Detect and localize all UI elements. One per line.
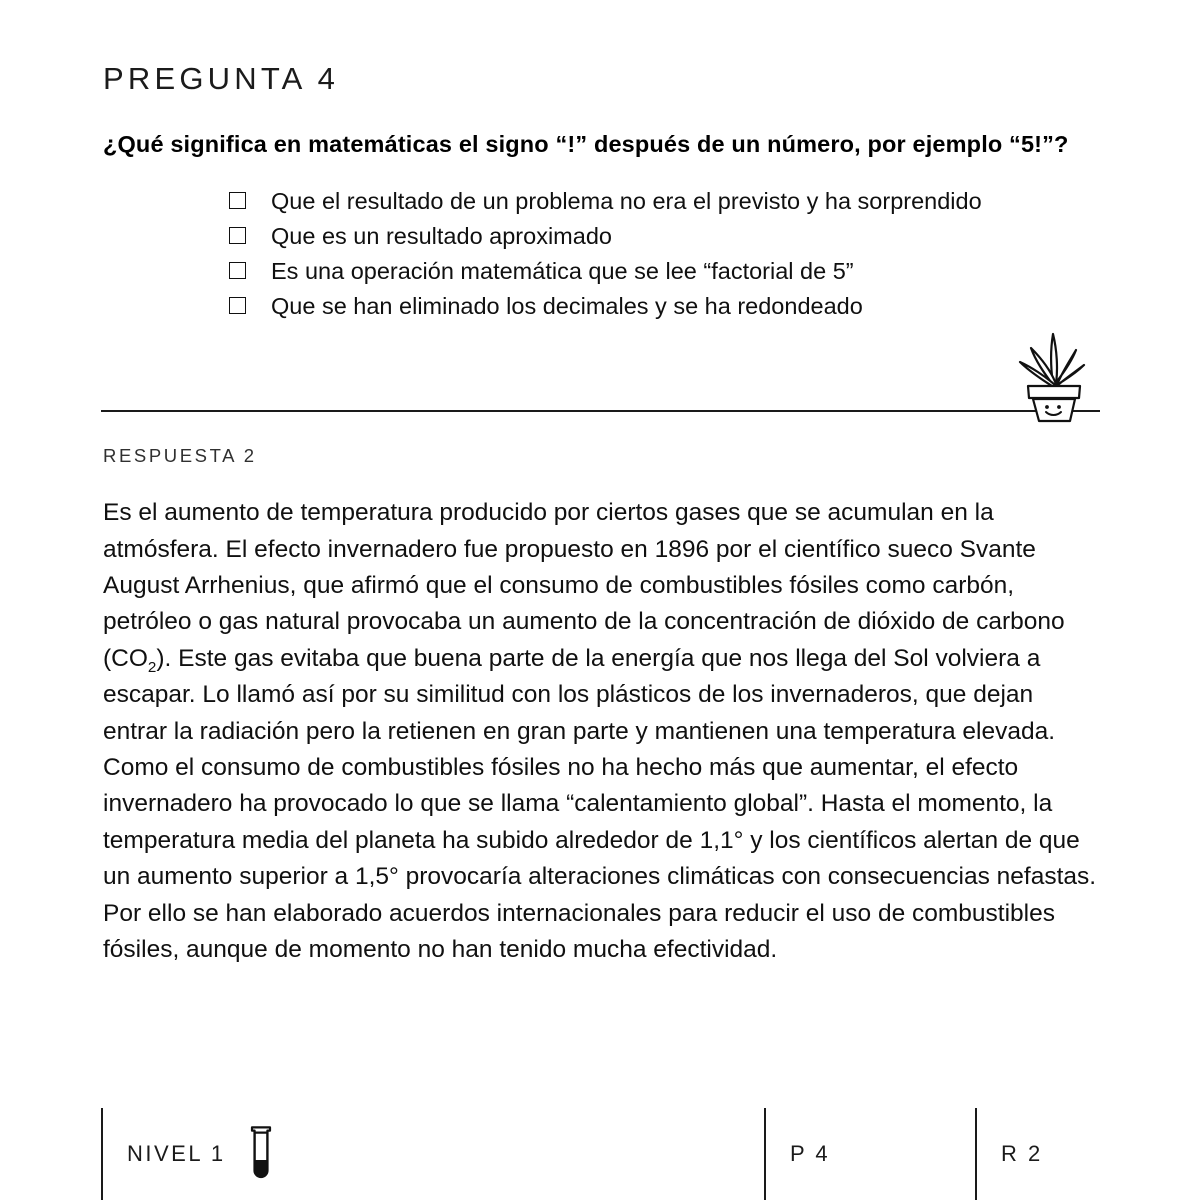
checkbox-icon[interactable] <box>229 192 246 209</box>
answer-body-text <box>103 495 1103 968</box>
footer-level-cell <box>101 1108 274 1200</box>
answer-heading: RESPUESTA 2 <box>103 445 257 466</box>
option-label: Que se han eliminado los decimales y se ha redondeado <box>271 293 863 320</box>
co2-subscript: 2 <box>147 658 157 676</box>
section-divider <box>101 410 1100 412</box>
option-row[interactable] <box>229 221 1103 256</box>
question-prompt: ¿Qué significa en matemáticas el signo “!” después de un número, por ejemplo “5!”? <box>103 131 1069 158</box>
page-number-label: P 4 <box>790 1141 831 1166</box>
option-label: Es una operación matemática que se lee “factorial de 5” <box>271 258 854 285</box>
answer-body-part-1: Es el aumento de temperatura producido por ciertos gases que se acumulan en la atmósfera. El efecto invernadero fue propuesto en 1896 por el científico sueco Svante August Arrhenius, que afirmó que el consumo de combustibles fósiles como carbón, petróleo o gas natural provocaba un aumento de la concentración de dióxido de carbono (CO <box>103 499 1065 672</box>
potted-plant-smiley-icon <box>1012 326 1094 424</box>
checkbox-icon[interactable] <box>229 297 246 314</box>
answer-number-label: R 2 <box>1001 1141 1043 1166</box>
answer-body-part-2: ). Este gas evitaba que buena parte de la energía que nos llega del Sol volviera a escapar. Lo llamó así por su similitud con los plásticos de los invernaderos, que dejan entrar la radiación pero la retienen en gran parte y mantienen una temperatura elevada. Como el consumo de combustibles fósiles no ha hecho más que aumentar, el efecto invernadero ha provocado lo que se llama “calentamiento global”. Hasta el momento, la temperatura media del planeta ha subido alrededor de 1,1° y los científicos alertan de que un aumento superior a 1,5° provocaría alteraciones climáticas con consecuencias nefastas. Por ello se han elaborado acuerdos internacionales para reducir el uso de combustibles fósiles, aunque de momento no han tenido mucha efectividad. <box>103 644 1097 964</box>
page-footer <box>0 1108 1200 1200</box>
answer-options-list <box>229 186 1103 326</box>
checkbox-icon[interactable] <box>229 227 246 244</box>
option-row[interactable] <box>229 291 1103 326</box>
answer-section <box>103 445 1103 968</box>
level-label: NIVEL 1 <box>127 1141 226 1166</box>
test-tube-icon <box>248 1122 274 1182</box>
checkbox-icon[interactable] <box>229 262 246 279</box>
option-label: Que es un resultado aproximado <box>271 223 612 250</box>
question-section <box>103 62 1103 326</box>
footer-answer-cell <box>975 1108 1043 1200</box>
page-title: PREGUNTA 4 <box>103 61 340 96</box>
option-row[interactable] <box>229 186 1103 221</box>
option-label: Que el resultado de un problema no era el previsto y ha sorprendido <box>271 188 982 215</box>
option-row[interactable] <box>229 256 1103 291</box>
